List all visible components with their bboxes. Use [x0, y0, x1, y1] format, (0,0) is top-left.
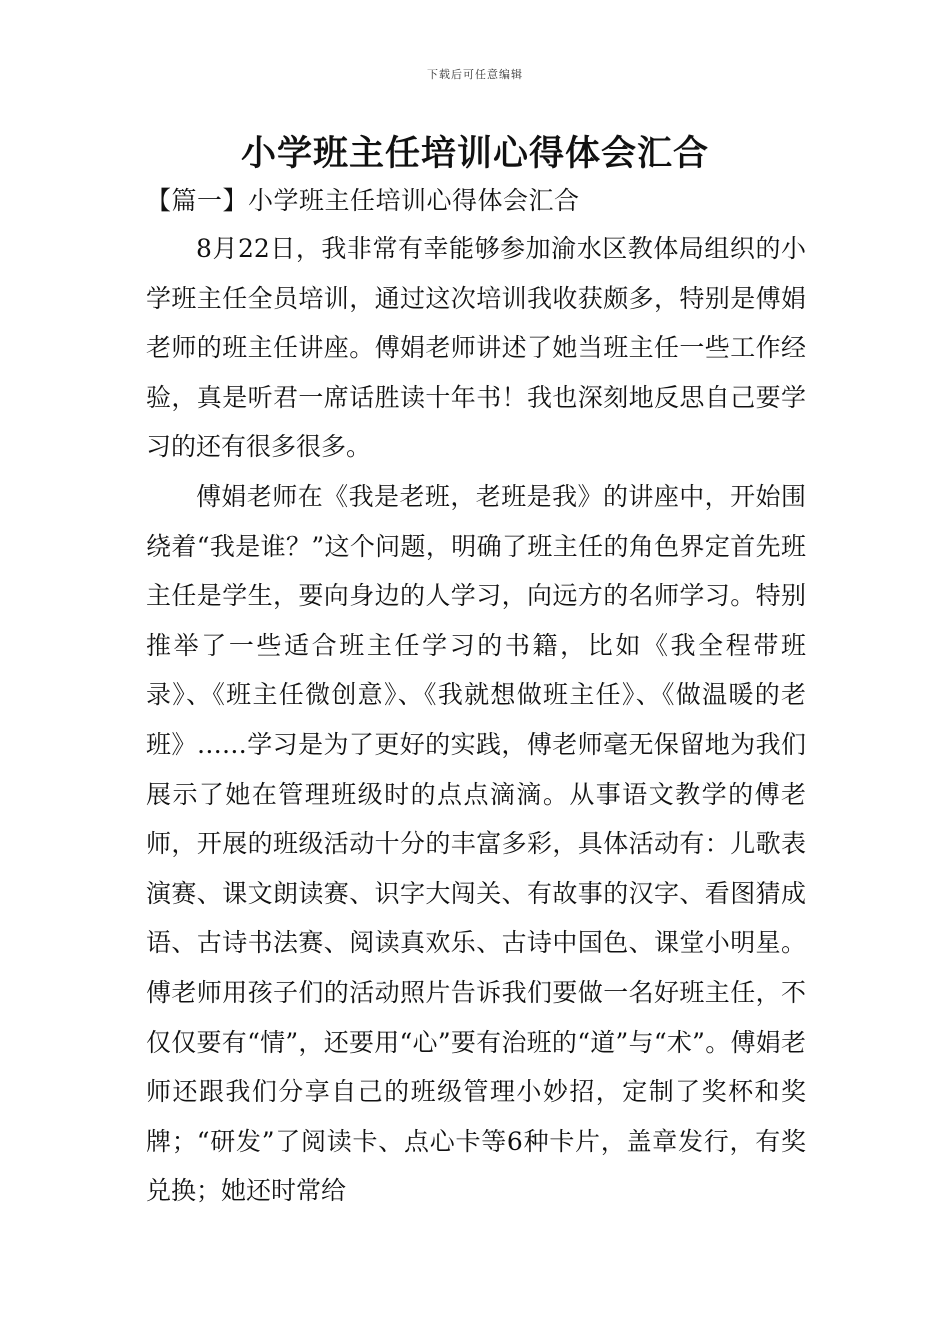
paragraph-2: 傅娟老师在《我是老班，老班是我》的讲座中，开始围绕着“我是谁？”这个问题，明确了班主任的角色界定首先班主任是学生，要向身边的人学习，向远方的名师学习。特别推举了一些适合班主任学习的书籍，比如《我全程带班录》、《班主任微创意》、《我就想做班主任》、《做温暖的老班》……学习是为了更好的实践，傅老师毫无保留地为我们展示了她在管理班级时的点点滴滴。从事语文教学的傅老师，开展的班级活动十分的丰富多彩，具体活动有：儿歌表演赛、课文朗读赛、识字大闯关、有故事的汉字、看图猜成语、古诗书法赛、阅读真欢乐、古诗中国色、课堂小明星。傅老师用孩子们的活动照片告诉我们要做一名好班主任，不仅仅要有“情”，还要用“心”要有治班的“道”与“术”。傅娟老师还跟我们分享自己的班级管理小妙招，定制了奖杯和奖牌；“研发”了阅读卡、点心卡等6种卡片，盖章发行，有奖兑换；她还时常给	[146, 481, 806, 1206]
header-note: 下载后可任意编辑	[427, 68, 523, 81]
document-title: 小学班主任培训心得体会汇合	[240, 134, 709, 174]
document-body	[146, 224, 806, 1216]
section-heading: 【篇一】小学班主任培训心得体会汇合	[146, 186, 580, 215]
paragraph-1: 8月22日，我非常有幸能够参加渝水区教体局组织的小学班主任全员培训，通过这次培训我收获颇多，特别是傅娟老师的班主任讲座。傅娟老师讲述了她当班主任一些工作经验，真是听君一席话胜读十年书！我也深刻地反思自己要学习的还有很多很多。	[146, 234, 806, 462]
